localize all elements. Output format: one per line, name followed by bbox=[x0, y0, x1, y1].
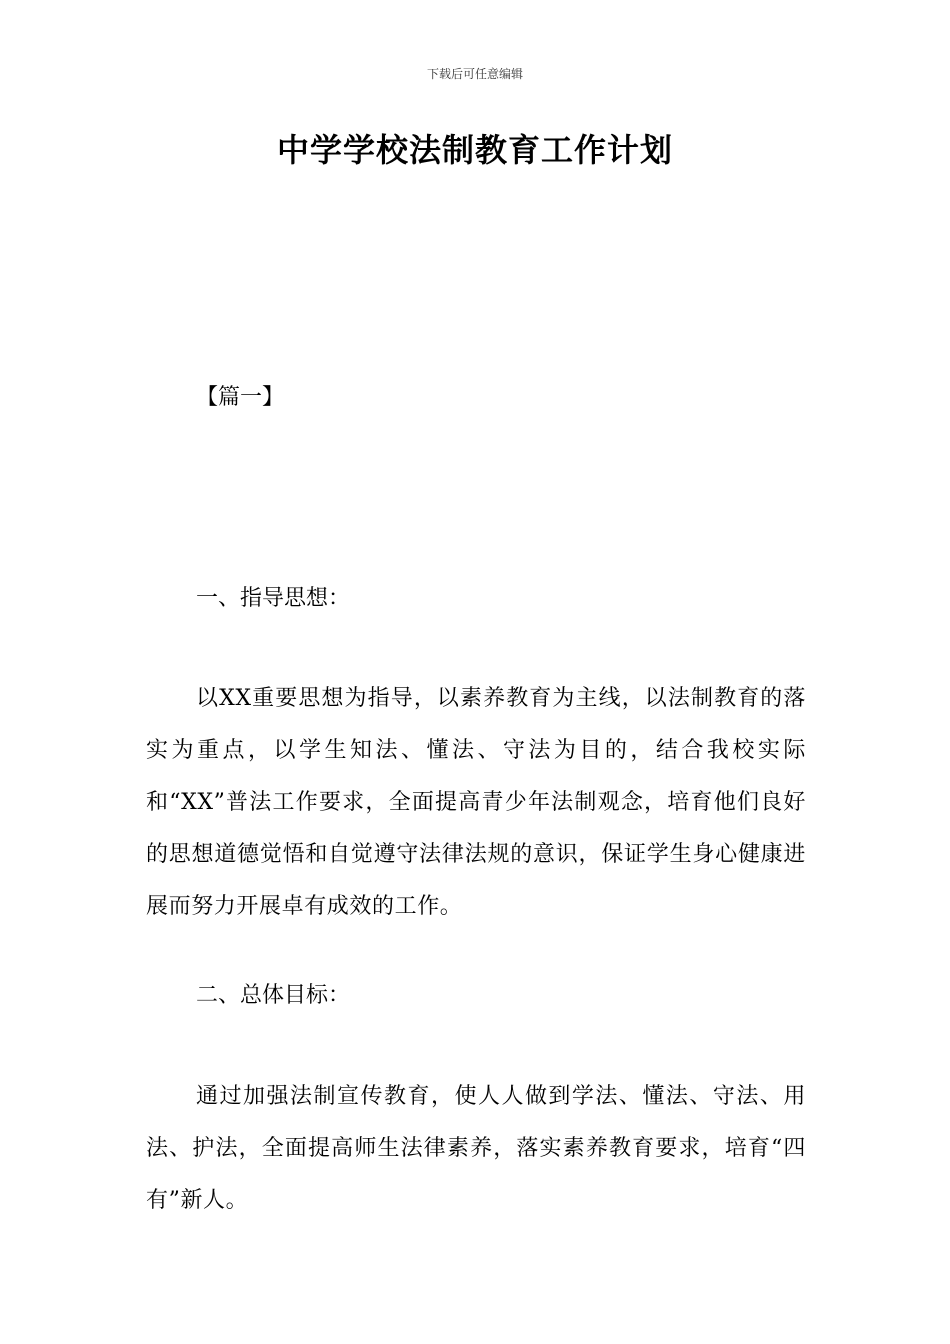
section-heading-guiding-ideology: 一、指导思想： bbox=[196, 586, 351, 611]
section-paragraph-overall-goal: 通过加强法制宣传教育，使人人做到学法、懂法、守法、用法、护法，全面提高师生法律素养，落实素养教育要求，培育“四有”新人。 bbox=[146, 1084, 806, 1213]
header-note: 下载后可任意编辑 bbox=[426, 67, 523, 81]
section-paragraph-guiding-ideology: 以XX重要思想为指导，以素养教育为主线，以法制教育的落实为重点，以学生知法、懂法、守法为目的，结合我校实际和“XX”普法工作要求，全面提高青少年法制观念，培育他们良好的思想道德觉悟和自觉遵守法律法规的意识，保证学生身心健康进展而努力开展卓有成效的工作。 bbox=[146, 686, 806, 919]
document-title: 中学学校法制教育工作计划 bbox=[276, 131, 673, 169]
section-tag: 【篇一】 bbox=[196, 385, 285, 410]
section-heading-overall-goal: 二、总体目标： bbox=[196, 983, 351, 1008]
